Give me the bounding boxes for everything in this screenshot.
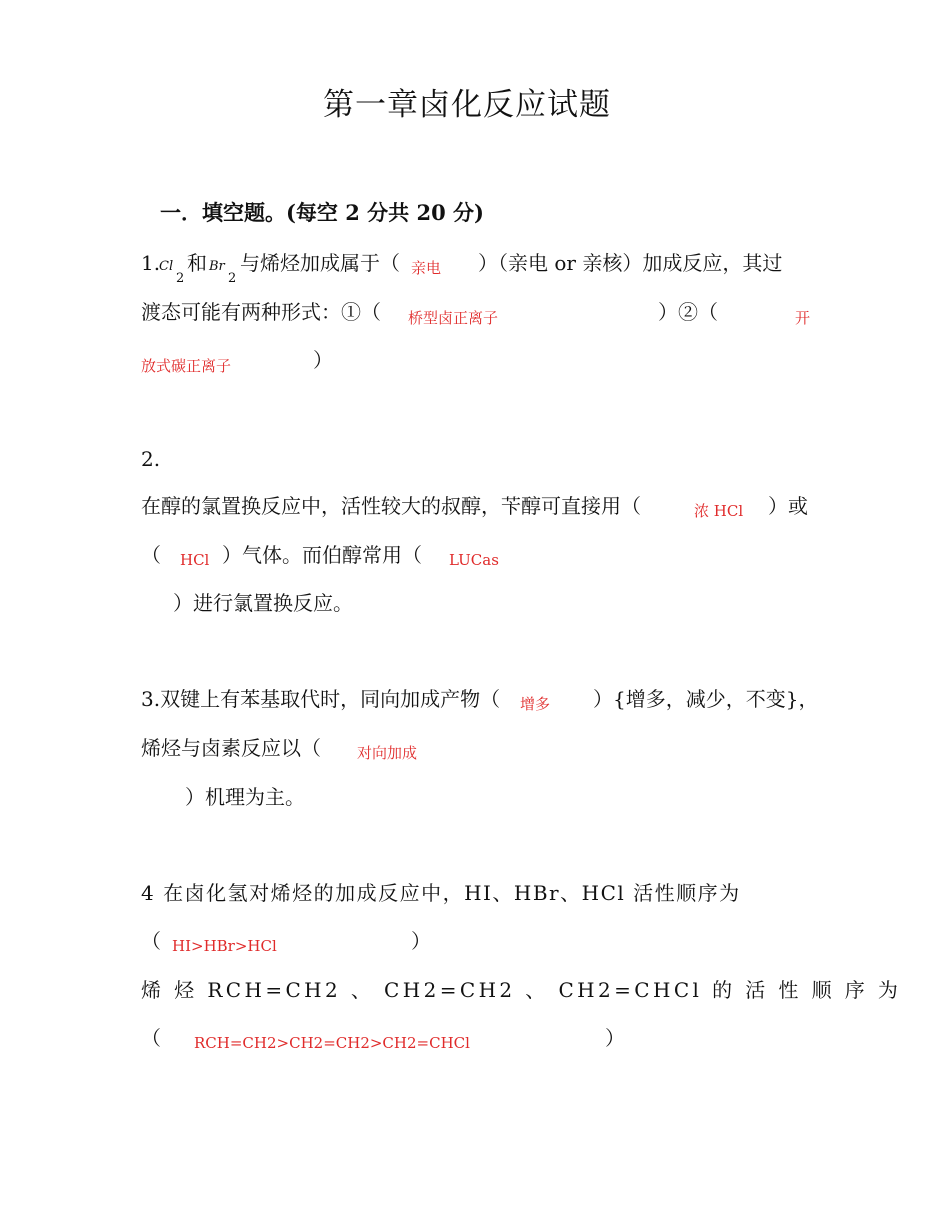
q1-text-3: 渡态可能有两种形式：①（ xyxy=(141,300,381,324)
q1-text-4: ）②（ xyxy=(658,300,718,324)
q1-text-2: ）（亲电 or 亲核）加成反应，其过 xyxy=(478,251,783,275)
q3-text-4: ）机理为主。 xyxy=(185,785,305,809)
q1-and: 和 xyxy=(187,251,207,275)
q4-close-1: ） xyxy=(411,929,431,953)
q2-answer-1: 浓 HCl xyxy=(694,502,744,520)
q2-answer-3: LUCas xyxy=(449,551,499,569)
q3-answer-2: 对向加成 xyxy=(357,744,418,762)
q3-answer-1: 增多 xyxy=(520,695,551,713)
q1-answer-1: 亲电 xyxy=(411,259,442,277)
q4-close-2: ） xyxy=(605,1026,625,1050)
section-heading: 一．填空题。(每空 2 分共 20 分) xyxy=(160,200,484,225)
q2-text-4: ）进行氯置换反应。 xyxy=(173,591,353,615)
q4-open-2: （ xyxy=(141,1026,161,1050)
q1-cl-subscript: 2 xyxy=(176,271,185,286)
q1-text-1: 与烯烃加成属于（ xyxy=(240,251,400,275)
q1-number: 1. xyxy=(141,251,161,275)
q1-answer-3-part-1: 开 xyxy=(795,309,811,327)
q3-text-2: ）{增多，减少，不变}， xyxy=(593,687,819,711)
q2-text-1: 在醇的氯置换反应中，活性较大的叔醇，苄醇可直接用（ xyxy=(141,494,641,518)
q1-cl-symbol: Cl xyxy=(159,259,174,274)
q1-br-subscript: 2 xyxy=(228,271,237,286)
q1-br-symbol: Br xyxy=(209,259,225,274)
q2-answer-2: HCl xyxy=(180,551,210,569)
q2-text-2: ）或 xyxy=(768,494,808,518)
q1-answer-3-part-2: 放式碳正离子 xyxy=(141,357,232,375)
q2-open: （ xyxy=(141,543,161,567)
q2-number: 2. xyxy=(141,447,161,471)
q1-close: ） xyxy=(313,348,333,372)
q2-text-3: ）气体。而伯醇常用（ xyxy=(222,543,422,567)
q4-text-1: 4 在卤化氢对烯烃的加成反应中，HI、HBr、HCl 活性顺序为 xyxy=(141,881,741,905)
q3-text-1: 3.双键上有苯基取代时，同向加成产物（ xyxy=(141,687,501,711)
q4-open-1: （ xyxy=(141,929,161,953)
page-title: 第一章卤化反应试题 xyxy=(323,87,611,123)
q4-answer-2: RCH=CH2>CH2=CH2>CH2=CHCl xyxy=(194,1034,470,1052)
q3-text-3: 烯烃与卤素反应以（ xyxy=(141,736,321,760)
q4-answer-1: HI>HBr>HCl xyxy=(172,937,277,955)
q1-answer-2: 桥型卤正离子 xyxy=(408,309,499,327)
q4-text-2: 烯 烃 RCH=CH2 、 CH2=CH2 、 CH2=CHCl 的 活 性 顺 序 为 xyxy=(141,978,902,1002)
